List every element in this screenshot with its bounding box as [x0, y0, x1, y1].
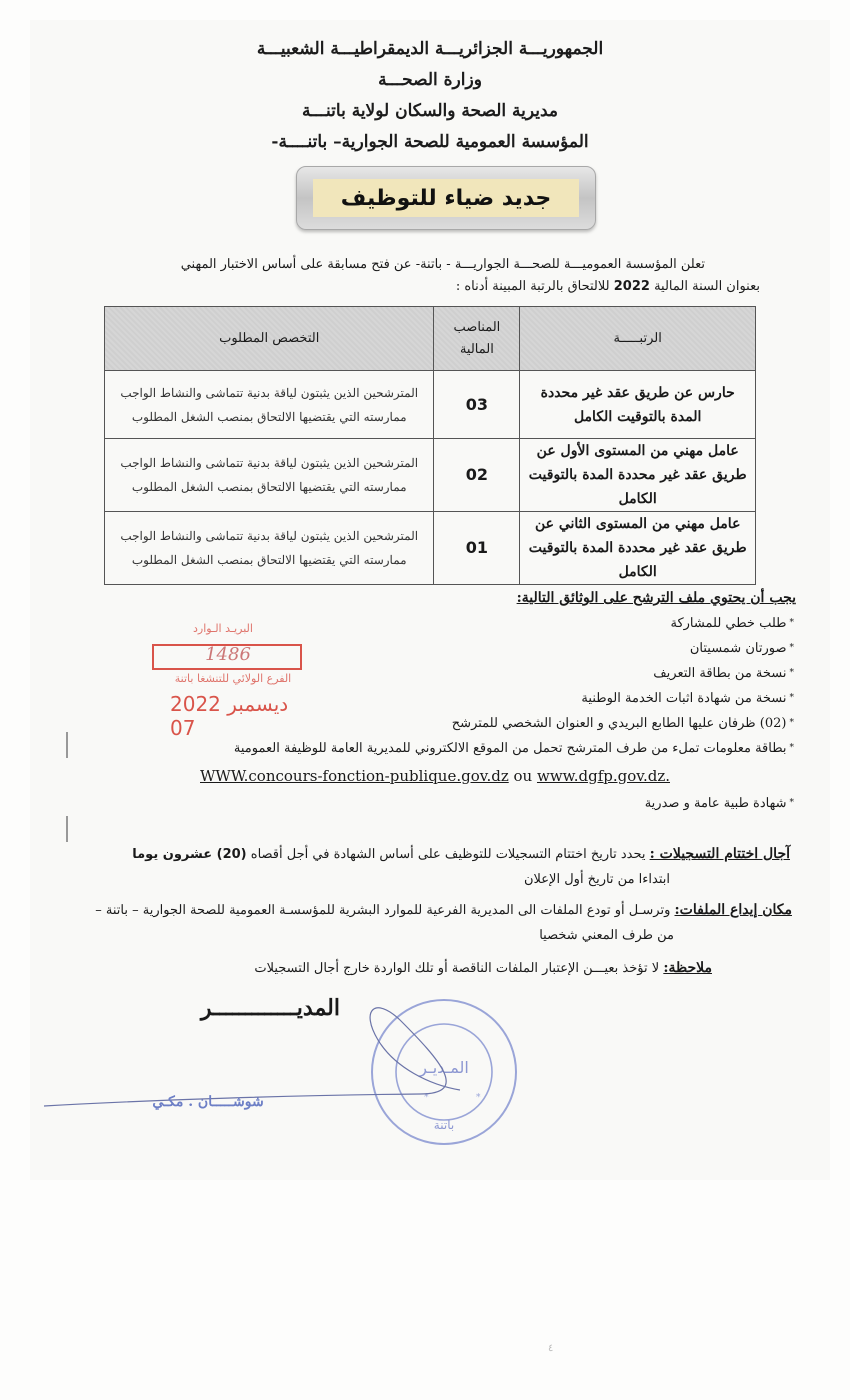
document-item-text: بطاقة معلومات تملء من طرف المترشح تحمل من الموقع الالكتروني للمديرية العامة للوظيفة العمومية — [233, 741, 787, 756]
header-specialty: التخصص المطلوب — [105, 307, 434, 371]
letterhead-ministry: وزارة الصحـــة — [378, 70, 482, 90]
cell-specialty: المترشحين الذين يثبتون لياقة بدنية تتماشى والنشاط الواجب ممارسته التي يقتضيها الالتحاق بمنصب الشغل المطلوب — [105, 439, 434, 512]
letterhead-republic: الجمهوريـــة الجزائريـــة الديمقراطيـــة الشعبيـــة — [256, 39, 604, 59]
table-row — [105, 371, 756, 439]
intro-line-2 — [100, 276, 760, 298]
reception-stamp-header: البريـد الـوارد — [193, 622, 253, 635]
note-section — [100, 956, 790, 981]
bullet-icon: * — [789, 743, 794, 753]
intro-paragraph — [100, 254, 760, 298]
official-stamp — [356, 996, 522, 1148]
document-item-text: نسخة من شهادة اثبات الخدمة الوطنية — [581, 691, 787, 706]
document-item — [180, 791, 796, 816]
cell-rank: عامل مهني من المستوى الثاني عن طريق عقد غير محددة المدة بالتوقيت الكامل — [520, 512, 756, 585]
document-item-text: صورتان شمسيتان — [689, 641, 787, 656]
website-links — [180, 761, 796, 791]
document-item-text: نسخة من بطاقة التعريف — [653, 666, 787, 681]
intro-line-2-suffix: للالتحاق بالرتبة المبينة أدناه : — [455, 279, 610, 294]
bullet-icon: * — [789, 618, 794, 628]
cell-rank: حارس عن طريق عقد غير محددة المدة بالتوقيت الكامل — [520, 371, 756, 439]
scan-artifact — [66, 732, 68, 758]
link-dgfp[interactable]: www.dgfp.gov.dz. — [536, 767, 670, 785]
intro-year: 2022 — [613, 279, 650, 294]
link-concours-fonction-publique[interactable]: WWW.concours-fonction-publique.gov.dz — [200, 767, 509, 785]
deadline-continuation: ابتداءا من تاريخ أول الإعلان — [524, 872, 670, 887]
svg-text:*: * — [424, 1093, 429, 1103]
reception-number: 1486 — [205, 644, 251, 665]
deposit-line — [92, 898, 792, 923]
table-row — [105, 439, 756, 512]
cell-positions: 03 — [434, 371, 520, 439]
bullet-icon: * — [789, 798, 794, 808]
letterhead-directorate: مديرية الصحة والسكان لولاية باتنـــة — [301, 101, 559, 121]
links-separator: ou — [513, 767, 533, 785]
deadline-days: (20) عشرون يوما — [132, 847, 247, 862]
document-item-text: طلب خطي للمشاركة — [670, 616, 787, 631]
deposit-section — [92, 898, 792, 948]
deadline-label: آجال اختتام التسجيلات : — [649, 846, 790, 862]
cell-specialty: المترشحين الذين يثبتون لياقة بدنية تتماشى والنشاط الواجب ممارسته التي يقتضيها الالتحاق بمنصب الشغل المطلوب — [105, 371, 434, 439]
table-header-row — [105, 307, 756, 371]
table-row — [105, 512, 756, 585]
header-rank: الرتبـــــة — [520, 307, 756, 371]
cell-specialty: المترشحين الذين يثبتون لياقة بدنية تتماشى والنشاط الواجب ممارسته التي يقتضيها الالتحاق بمنصب الشغل المطلوب — [105, 512, 434, 585]
document-item-text: شهادة طبية عامة و صدرية — [644, 796, 787, 811]
reception-stamp-branch: الفرع الولائي للتنشغا باتنة — [174, 672, 292, 685]
note-text: لا تؤخذ بعيـــن الإعتبار الملفات الناقصة أو تلك الواردة خارج أجال التسجيلات — [254, 961, 660, 976]
bullet-icon: * — [789, 643, 794, 653]
cell-positions: 02 — [434, 439, 520, 512]
bullet-icon: * — [789, 718, 794, 728]
intro-line-1: تعلن المؤسسة العموميـــة للصحـــة الجواريـــة - باتنة- عن فتح مسابقة على أساس الاختبار المهني — [180, 257, 705, 272]
bullet-icon: * — [789, 693, 794, 703]
official-stamp-center: المـديـر — [419, 1058, 469, 1077]
deadline-section — [100, 842, 790, 892]
deadline-text: يحدد تاريخ اختتام التسجيلات للتوظيف على أساس الشهادة في أجل أقصاه — [250, 847, 646, 862]
documents-title: يجب أن يحتوي ملف الترشح على الوثائق التالية: — [516, 590, 796, 606]
note-label: ملاحظة: — [663, 960, 712, 976]
page-mark: ٤ — [548, 1343, 554, 1354]
scan-artifact — [66, 816, 68, 842]
cell-rank: عامل مهني من المستوى الأول عن طريق عقد غير محددة المدة بالتوقيت الكامل — [520, 439, 756, 512]
director-title: المديـــــــــــــر — [200, 995, 340, 1021]
positions-table — [104, 306, 756, 585]
deadline-line — [100, 842, 790, 867]
letterhead-institution: المؤسسة العمومية للصحة الجوارية– باتنــــة- — [271, 132, 589, 152]
deposit-text: وترسـل أو تودع الملفات الى المديرية الفرعية للموارد البشرية للمؤسسـة العمومية للصحة الجوارية – باتنة – — [95, 903, 671, 918]
note-line — [100, 956, 790, 981]
bullet-icon: * — [789, 668, 794, 678]
signer-name: شوشـــــان . مكـي — [152, 1094, 264, 1110]
cell-positions: 01 — [434, 512, 520, 585]
header-positions: المناصب المالية — [434, 307, 520, 371]
deposit-continuation: من طرف المعني شخصيا — [539, 928, 674, 943]
deposit-label: مكان إيداع الملفات: — [674, 902, 792, 918]
letterhead — [200, 34, 660, 158]
reception-date: 2022 ديسمبر 07 — [170, 692, 289, 740]
document-item-text: (02) ظرفان عليها الطابع البريدي و العنوان الشخصي للمترشح — [451, 716, 787, 731]
svg-text:*: * — [476, 1093, 481, 1103]
official-stamp-city: باتنة — [433, 1118, 455, 1132]
reception-stamp — [148, 616, 318, 740]
intro-line-2-prefix: بعنوان السنة المالية — [654, 279, 760, 294]
banner-text: جديد ضياء للتوظيف — [313, 179, 579, 217]
announcement-banner — [296, 166, 596, 230]
